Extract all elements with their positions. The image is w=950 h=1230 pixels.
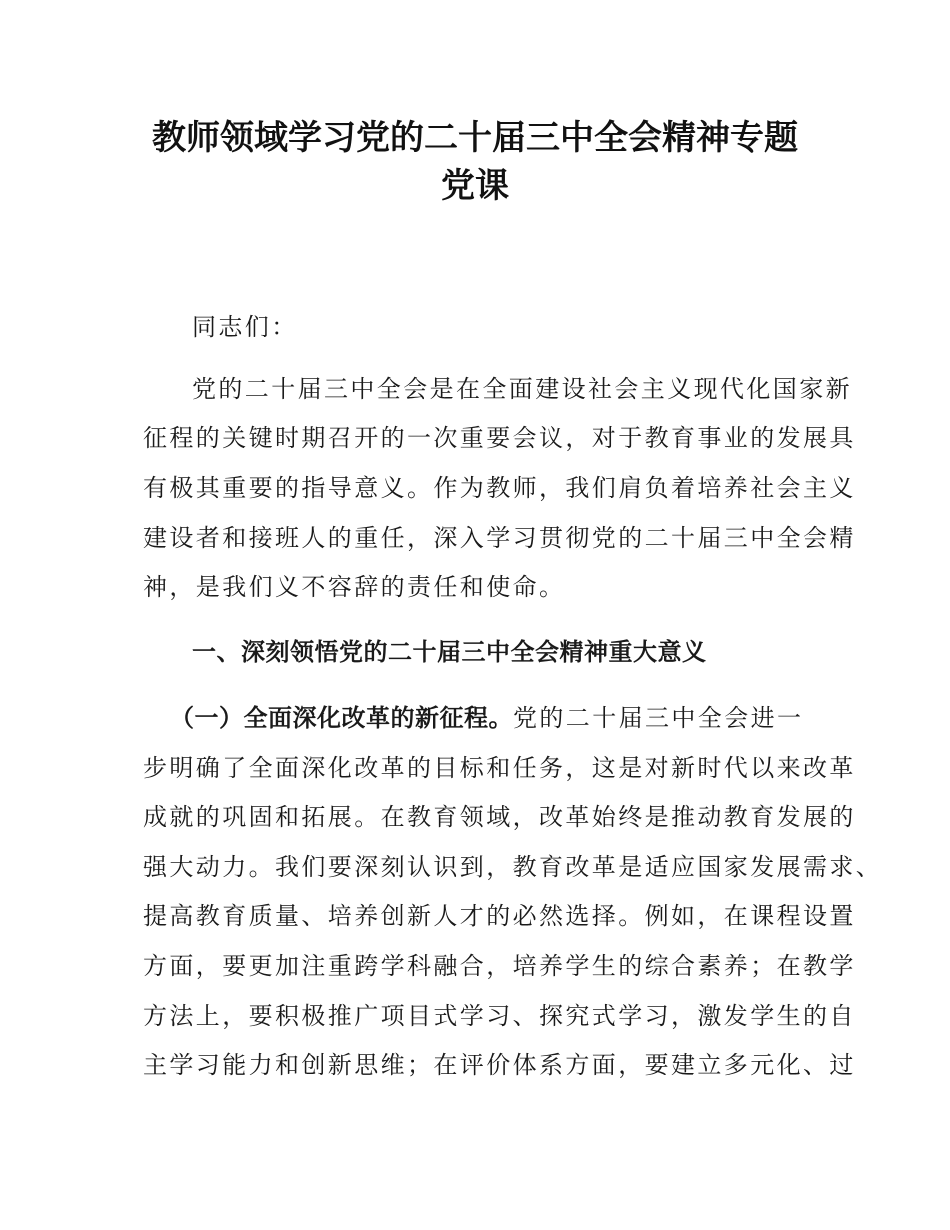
document-title-line-1: 教师领域学习党的二十届三中全会精神专题 (152, 118, 798, 158)
subsection-1-line: 强大动力。我们要深刻认识到，教育改革是适应国家发展需求、 (143, 853, 883, 881)
subsection-1-line: 方面，要更加注重跨学科融合，培养学生的综合素养；在教学 (143, 952, 856, 980)
paragraph-1-line: 征程的关键时期召开的一次重要会议，对于教育事业的发展具 (143, 424, 856, 452)
subsection-1-line: 提高教育质量、培养创新人才的必然选择。例如，在课程设置 (143, 902, 856, 930)
subsection-1-first-line (170, 702, 850, 734)
subsection-1-line: 主学习能力和创新思维；在评价体系方面，要建立多元化、过 (143, 1051, 856, 1079)
subsection-1-line: 步明确了全面深化改革的目标和任务，这是对新时代以来改革 (143, 754, 856, 782)
subsection-1-heading: （一）全面深化改革的新征程。 (170, 704, 513, 732)
paragraph-1-line: 建设者和接班人的重任，深入学习贯彻党的二十届三中全会精 (143, 524, 856, 552)
paragraph-1-line: 神，是我们义不容辞的责任和使命。 (143, 573, 566, 601)
document-title-line-2: 党课 (441, 166, 509, 206)
subsection-1-line: 成就的巩固和拓展。在教育领域，改革始终是推动教育发展的 (143, 803, 856, 831)
salutation: 同志们： (192, 313, 298, 341)
subsection-1-line: 方法上，要积极推广项目式学习、探究式学习，激发学生的自 (143, 1002, 856, 1030)
paragraph-1-line: 有极其重要的指导意义。作为教师，我们肩负着培养社会主义 (143, 474, 856, 502)
section-1-heading: 一、深刻领悟党的二十届三中全会精神重大意义 (192, 638, 707, 666)
subsection-1-first-line-text: 党的二十届三中全会进一 (513, 704, 804, 732)
paragraph-1-line: 党的二十届三中全会是在全面建设社会主义现代化国家新 (192, 375, 852, 403)
